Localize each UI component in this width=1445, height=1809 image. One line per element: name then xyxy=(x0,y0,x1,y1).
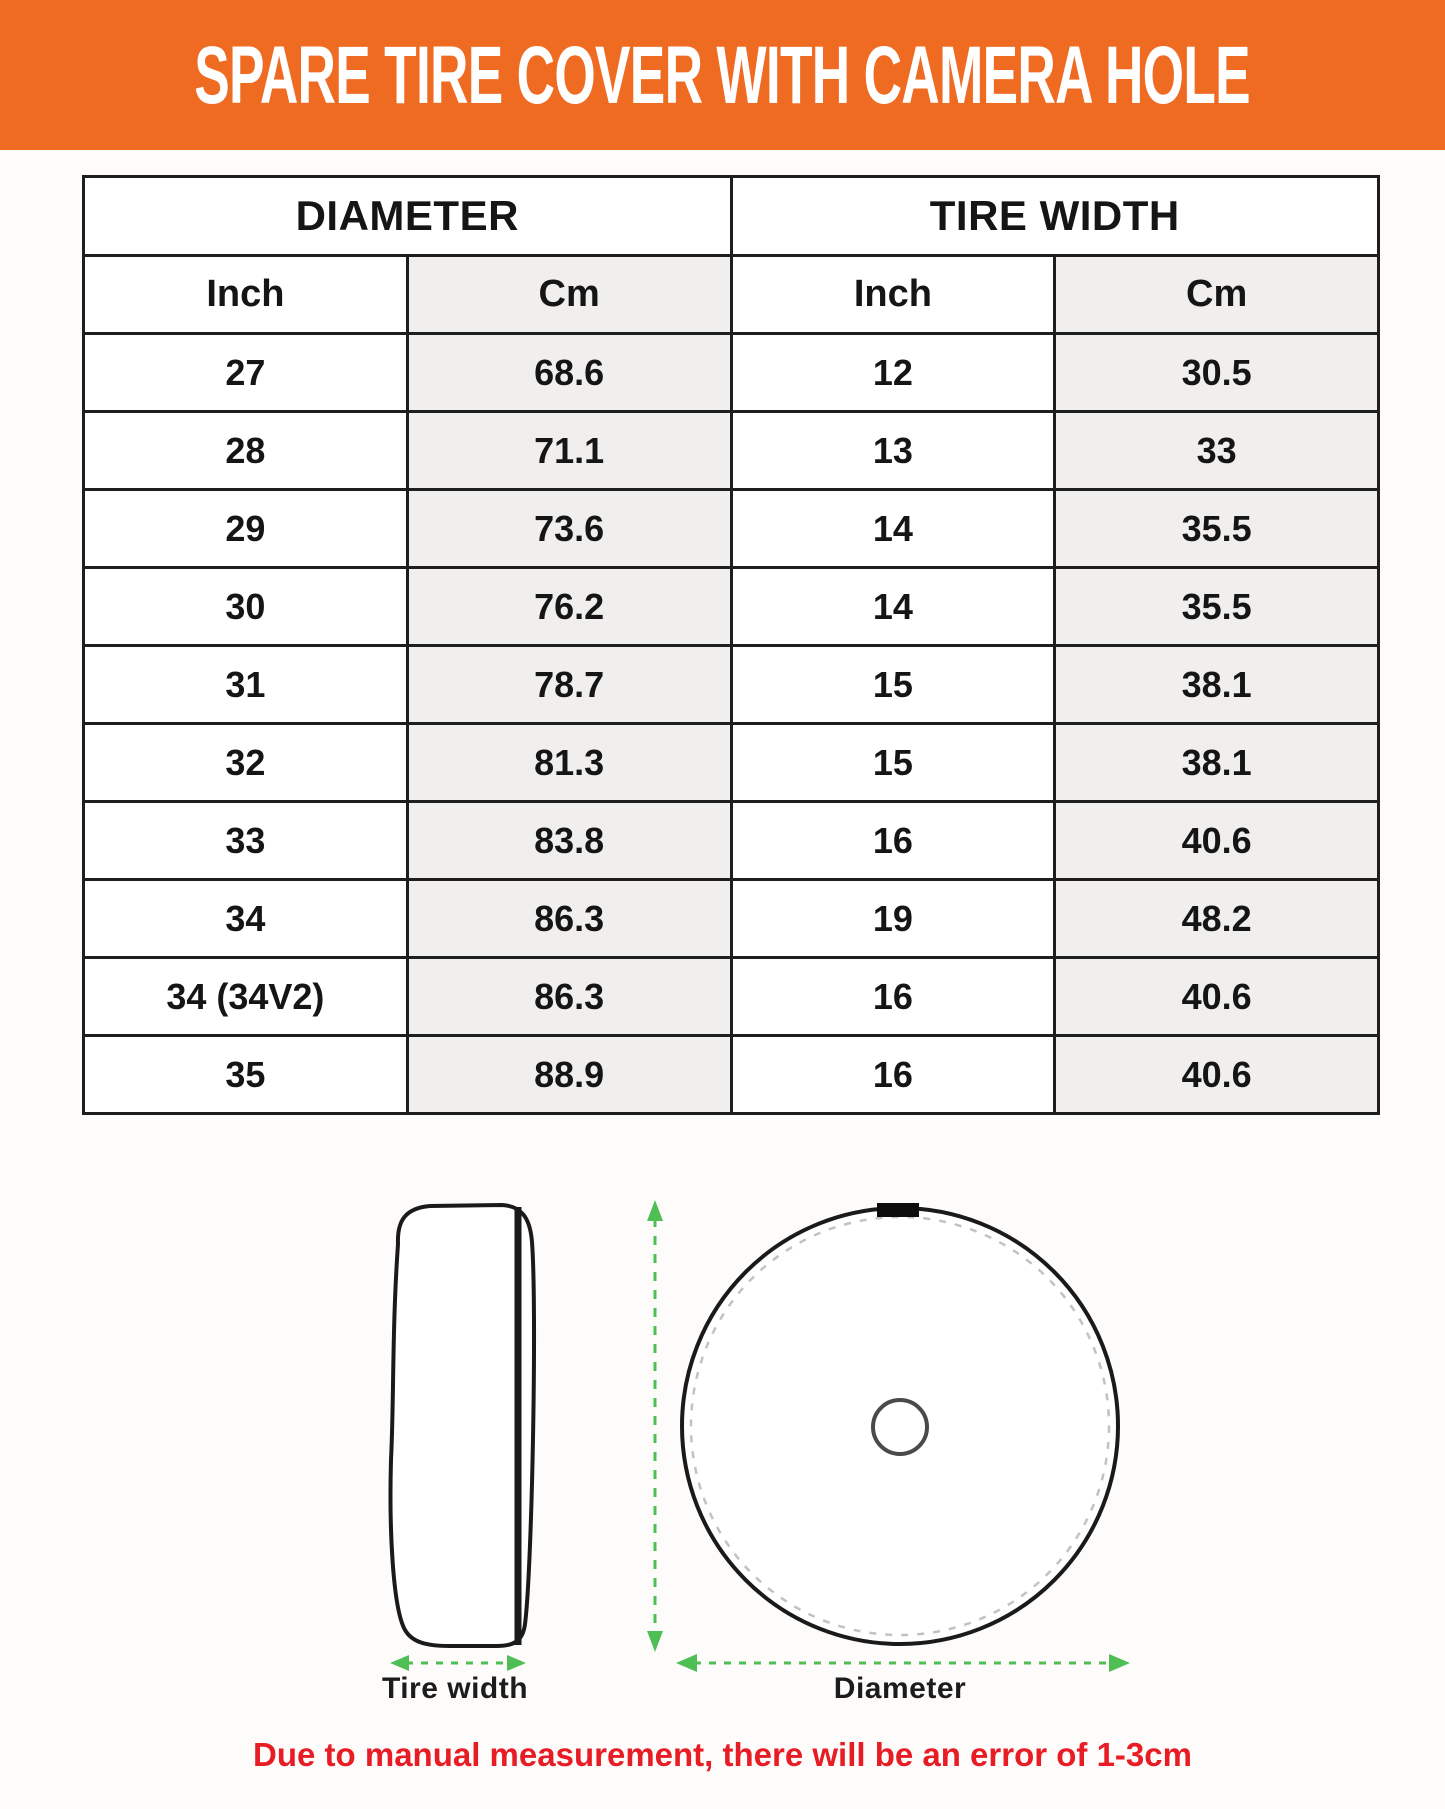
table-row xyxy=(84,490,1379,568)
table-cell: 14 xyxy=(731,568,1055,646)
table-cell: 38.1 xyxy=(1055,646,1379,724)
table-row xyxy=(84,1036,1379,1114)
table-cell: 78.7 xyxy=(407,646,731,724)
table-cell: 40.6 xyxy=(1055,802,1379,880)
table-cell: 76.2 xyxy=(407,568,731,646)
table-cell: 16 xyxy=(731,1036,1055,1114)
table-cell: 28 xyxy=(84,412,408,490)
table-row xyxy=(84,568,1379,646)
table-row xyxy=(84,412,1379,490)
diameter-arrow-horizontal xyxy=(676,1654,1130,1672)
column-header-width-cm: Cm xyxy=(1055,256,1379,334)
column-header-width-inch: Inch xyxy=(731,256,1055,334)
column-header-diameter-cm: Cm xyxy=(407,256,731,334)
section-header-row xyxy=(84,177,1379,256)
valve-marker xyxy=(877,1203,919,1217)
table-cell: 31 xyxy=(84,646,408,724)
tire-width-label: Tire width xyxy=(381,1672,529,1705)
size-table-head xyxy=(84,177,1379,334)
table-cell: 35 xyxy=(84,1036,408,1114)
diameter-label: Diameter xyxy=(833,1672,967,1705)
table-cell: 40.6 xyxy=(1055,958,1379,1036)
size-table-body xyxy=(84,334,1379,1114)
table-cell: 88.9 xyxy=(407,1036,731,1114)
table-row xyxy=(84,724,1379,802)
table-cell: 14 xyxy=(731,490,1055,568)
table-cell: 38.1 xyxy=(1055,724,1379,802)
table-row xyxy=(84,880,1379,958)
table-cell: 32 xyxy=(84,724,408,802)
table-cell: 13 xyxy=(731,412,1055,490)
section-header-diameter: DIAMETER xyxy=(84,177,732,256)
table-cell: 83.8 xyxy=(407,802,731,880)
page-title: SPARE TIRE COVER WITH CAMERA HOLE xyxy=(194,29,1251,121)
table-cell: 30 xyxy=(84,568,408,646)
table-row xyxy=(84,802,1379,880)
column-header-row xyxy=(84,256,1379,334)
table-cell: 81.3 xyxy=(407,724,731,802)
table-row xyxy=(84,334,1379,412)
size-table xyxy=(82,175,1380,1115)
table-cell: 71.1 xyxy=(407,412,731,490)
table-cell: 86.3 xyxy=(407,880,731,958)
column-header-diameter-inch: Inch xyxy=(84,256,408,334)
table-cell: 35.5 xyxy=(1055,568,1379,646)
table-cell: 19 xyxy=(731,880,1055,958)
table-cell: 86.3 xyxy=(407,958,731,1036)
table-cell: 33 xyxy=(1055,412,1379,490)
table-cell: 12 xyxy=(731,334,1055,412)
table-row xyxy=(84,958,1379,1036)
table-cell: 15 xyxy=(731,646,1055,724)
table-cell: 30.5 xyxy=(1055,334,1379,412)
measurement-note: Due to manual measurement, there will be an error of 1-3cm xyxy=(253,1736,1192,1773)
table-cell: 29 xyxy=(84,490,408,568)
table-cell: 40.6 xyxy=(1055,1036,1379,1114)
diameter-arrow-vertical xyxy=(647,1200,663,1652)
tire-diagram xyxy=(0,1150,1445,1809)
tire-width-arrow xyxy=(390,1655,526,1671)
section-header-tire-width: TIRE WIDTH xyxy=(731,177,1379,256)
table-cell: 16 xyxy=(731,802,1055,880)
table-cell: 73.6 xyxy=(407,490,731,568)
table-row xyxy=(84,646,1379,724)
table-cell: 16 xyxy=(731,958,1055,1036)
table-cell: 15 xyxy=(731,724,1055,802)
table-cell: 68.6 xyxy=(407,334,731,412)
table-cell: 35.5 xyxy=(1055,490,1379,568)
table-cell: 48.2 xyxy=(1055,880,1379,958)
table-cell: 33 xyxy=(84,802,408,880)
table-cell: 27 xyxy=(84,334,408,412)
tire-side-view xyxy=(391,1205,535,1646)
camera-hole xyxy=(873,1400,927,1454)
header-banner xyxy=(0,0,1445,150)
table-cell: 34 xyxy=(84,880,408,958)
table-cell: 34 (34V2) xyxy=(84,958,408,1036)
